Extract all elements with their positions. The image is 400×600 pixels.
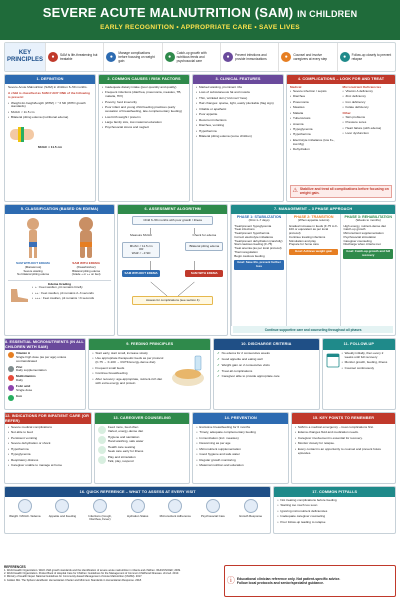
quick-reference-item <box>82 499 118 522</box>
section-prevention <box>192 412 289 484</box>
growth-icon: ● <box>165 52 175 62</box>
check-icon: ✓ <box>217 351 220 355</box>
cause-item: • Poor infant and young child feeding practices (early cessation of breastfeeding, late complementary feeding) <box>102 106 186 114</box>
pitfall-item: • Not treating complications before feeding <box>277 499 392 503</box>
discharge-criterion-text: Caregiver able to provide appropriate care <box>221 374 280 379</box>
phase-item: Caregiver counseling <box>343 238 372 243</box>
section-micronutrients <box>4 338 86 410</box>
counseling-text: Hygiene and sanitation Hand washing, safe water <box>107 435 144 443</box>
phase-item: High energy, nutrient-dense diet <box>343 223 386 228</box>
child-wasted-icon <box>18 216 48 260</box>
clinical-feature-item: • Irritable or apathetic <box>196 108 280 112</box>
micronutrient-desc: Single high dose (as per age) unless contraindicated <box>16 354 67 363</box>
phase-name: PHASE 2: <box>293 215 311 219</box>
micronutrient-item <box>8 366 82 374</box>
micronutrient-item <box>8 375 82 383</box>
section-follow-up <box>322 338 396 410</box>
other-complication-item: • Skin problems <box>343 116 393 120</box>
key-principle-text: Counsel and involve caregivers at every step <box>293 53 328 61</box>
definition-criterion: • Bilateral pitting edema (nutritional edema) <box>8 116 92 120</box>
algo-measure-muac: Measure MUAC <box>130 233 153 237</box>
medical-complication-item: • Hypothermia <box>290 133 340 137</box>
clinical-feature-item: • Loss of subcutaneous fat and muscle <box>196 91 280 95</box>
phase-name: PHASE 1: <box>236 215 254 219</box>
section-title: 11. FOLLOW-UP <box>323 339 395 350</box>
follow-up-item: • Weekly initially, then every 2 weeks until full recovery <box>342 352 392 360</box>
scale-icon <box>18 499 32 513</box>
doctor-icon <box>98 446 106 454</box>
micronutrient-name: Multivitamins <box>16 374 36 379</box>
reference-item: 1. World Health Organization. WHO child growth standards and the identification of severe acute malnutrition in infants and children. WHO/UNICEF; 2009. <box>4 569 181 572</box>
section-assessment-algorithm <box>117 204 228 336</box>
algo-bilateral-edema: Bilateral pitting edema <box>185 242 223 251</box>
section-key-points <box>291 412 396 484</box>
section-common-pitfalls <box>273 486 396 534</box>
clinical-feature-item: • Thin, wrinkled skin ("old man" face) <box>196 97 280 101</box>
hospital-icon: ● <box>106 52 116 62</box>
key-principle-item <box>103 43 161 71</box>
discharge-criterion <box>217 364 316 368</box>
heart-icon <box>206 499 220 513</box>
section-title: 3. CLINICAL FEATURES <box>193 75 283 84</box>
quick-reference-text: Growth Response <box>238 513 263 518</box>
medical-complication-item: • Malaria <box>290 112 340 116</box>
management-phase <box>286 214 341 326</box>
section-title: 2. COMMON CAUSES / RISK FACTORS <box>99 75 189 84</box>
algo-start: Child 6–59 months with poor growth / illness <box>132 216 213 225</box>
medical-complication-item: • Tuberculosis <box>290 117 340 121</box>
other-complication-item: • Liver dysfunction <box>343 132 393 136</box>
phase-when: (When appetite returns) <box>297 218 330 223</box>
edema-grade-item: • + : Feet swollen, pit remains briefly <box>32 286 111 290</box>
section-title: 7. MANAGEMENT – 3 PHASE APPROACH <box>231 205 395 214</box>
phase-item: Treat/prevent hypothermia <box>234 231 270 236</box>
shield-icon: ● <box>223 52 233 62</box>
section-title: 5. CLASSIFICATION (BASED ON EDEMA) <box>5 205 114 214</box>
section-definition <box>4 74 96 202</box>
counseling-text: Feed more, feed often Varied, energy-dense diet <box>107 425 144 433</box>
disclaimer-box <box>224 565 396 597</box>
pill-icon <box>8 366 14 372</box>
muac-label: MUAC < 11.5 cm <box>38 145 62 150</box>
section-title: 1. DEFINITION <box>5 75 95 84</box>
micronutrient-item <box>8 385 82 393</box>
inpatient-indication-item: • Caregiver unable to manage at home <box>8 464 88 468</box>
medical-complication-item: • Electrolyte imbalance (low K+, low Mg) <box>290 139 340 147</box>
phase-sub: TRANSITION <box>311 215 334 219</box>
feeding-principle-item: • Continue breastfeeding <box>92 372 167 376</box>
phase-goal: Goal: Catch-up growth and full recovery <box>343 249 393 259</box>
key-point-item: • Edema changes fluid and medication needs. <box>295 431 392 435</box>
medical-complication-item: • Pneumonia <box>290 101 340 105</box>
section-causes <box>98 74 190 202</box>
quick-reference-item <box>195 499 231 522</box>
counseling-item <box>98 446 187 454</box>
phase-item: Correct electrolyte imbalance <box>234 234 274 239</box>
phase-item: Continue treating infections <box>288 234 326 239</box>
micronutrient-desc: Single dose <box>16 387 33 392</box>
algo-sam-with-edema: SAM WITH EDEMA <box>185 270 223 277</box>
medical-complication-item: • Hypoglycemia <box>290 128 340 132</box>
key-point-item: • Monitor closely for relapse. <box>295 442 392 446</box>
edema-grade-item: • ++ : Feet swollen, pit remains 2–3 seconds <box>32 292 111 296</box>
micronutrient-deficiency-item: • Zinc deficiency <box>343 95 393 99</box>
follow-up-item: • Monitor growth, feeding, illness <box>342 361 392 365</box>
discharge-criterion-text: Good appetite and eating well <box>221 356 263 361</box>
discharge-criterion-text: Weight gain on 2 consecutive visits <box>221 362 270 367</box>
sam-without-edema-sub: (Marasmus) <box>24 264 42 269</box>
micronutrient-name: Folic acid <box>16 384 31 389</box>
algo-criteria: MUAC < 11.5 cm OR WHZ < −3 SD <box>122 242 160 258</box>
cause-item: • Poverty, food insecurity <box>102 101 186 105</box>
inpatient-indication-item: • Severe dehydration or shock <box>8 442 88 446</box>
phase-item: Gradual increase in feeds (F-75 to F-100 or equivalent as per local protocol) <box>288 223 339 236</box>
pill-icon <box>8 352 14 358</box>
check-icon: ✓ <box>217 362 220 367</box>
section-title: 12. INDICATIONS FOR INPATIENT CARE (OR REFER) <box>5 413 89 423</box>
key-principle-text: Catch-up growth with nutritious feeds and psychosocial care <box>176 51 207 63</box>
micronutrient-name: Iron <box>16 393 22 398</box>
pill-icon <box>8 395 14 401</box>
sam-with-edema-title: SAM WITH EDEMA <box>72 260 100 265</box>
sam-without-edema-title: SAM WITHOUT EDEMA <box>15 260 51 265</box>
references-area <box>4 565 396 597</box>
quick-reference-item <box>45 499 81 522</box>
quick-reference-item <box>120 499 156 522</box>
feeding-bowl-icon <box>169 352 207 392</box>
section-title: 17. COMMON PITFALLS <box>274 487 395 497</box>
complications-other-title: Other <box>342 111 351 116</box>
discharge-criterion-text: No edema for 2 consecutive weeks <box>221 351 270 355</box>
micronutrient-desc: Daily <box>16 378 23 383</box>
key-principle-text: SAM is life-threatening but treatable <box>60 53 98 61</box>
quick-reference-text: Weight / MUAC / Edema <box>9 513 41 518</box>
prevention-item: • Regular growth monitoring <box>196 459 285 463</box>
muac-arm-icon <box>8 124 44 146</box>
reference-item: 2. World Health Organization. Pocket Book of Hospital Care for Children: Guidelines for the Management of Common Childhood Illnesses. 2nd ed. 2013. <box>4 572 179 576</box>
bottle-icon <box>98 426 106 434</box>
definition-criterion: • MUAC < 11.5 cm <box>8 111 92 115</box>
complications-micro-title: Micronutrient Deficiencies <box>342 85 382 89</box>
edema-grading-title: Edema Grading <box>48 281 71 286</box>
key-principles-label: KEY PRINCIPLES <box>5 43 45 71</box>
algo-assess-complications: Assess for complications (see section 4) <box>132 296 213 305</box>
feeding-principle-item: • Start early, start small, increase slowly <box>92 352 167 356</box>
drop-icon <box>131 499 145 513</box>
quick-reference-text: Hydration Status <box>127 513 149 518</box>
discharge-criterion <box>217 375 316 379</box>
cause-item: • Inadequate dietary intake (poor quantity and quality) <box>102 86 186 90</box>
key-principle-text: Follow-up closely to prevent relapse <box>351 53 392 61</box>
section-title: 8. ESSENTIAL MICRONUTRIENTS (IN ALL CHILDREN WITH SAM) <box>5 339 84 349</box>
section-title: 14. PREVENTION <box>193 413 288 424</box>
warning-icon: ⚠ <box>292 187 298 194</box>
check-icon: ✓ <box>217 368 220 373</box>
phase-when: (Weeks to months) <box>355 218 381 223</box>
medical-complication-item: • Dehydration <box>290 148 340 152</box>
clinical-feature-item: • Hair changes: sparse, light, easily pluckable (flag sign) <box>196 102 280 106</box>
page-header <box>0 0 400 40</box>
section-title: 9. FEEDING PRINCIPLES <box>89 339 210 350</box>
phase-item: Micronutrient supplementation <box>343 231 384 236</box>
section-complications <box>286 74 396 202</box>
disclaimer-line-2: Follow local protocols and senior/specialist guidance. <box>236 581 324 585</box>
inpatient-indication-item: • Not able to feed <box>8 431 88 435</box>
phase-item: Stimulation and play <box>288 238 316 243</box>
phase-item: Psychosocial stimulation <box>343 234 377 239</box>
virus-icon <box>93 499 107 513</box>
section-management <box>230 204 396 336</box>
edema-grade-item: • +++ : Feet swollen, pit remains >3 seconds <box>32 297 111 301</box>
pill-icon <box>8 375 14 381</box>
quick-reference-text: Infections (Cough, Diarrhea, Fever) <box>88 513 112 522</box>
row-definition-causes-features-complications <box>4 74 396 202</box>
algo-check-edema: Check for edema <box>192 233 217 237</box>
cause-item: • Low birth weight / preterm <box>102 116 186 120</box>
discharge-criterion <box>217 358 316 362</box>
follow-up-item: • Counsel continuously <box>342 367 392 371</box>
key-point-item: • SAM is a medical emergency – treat complications first. <box>295 426 392 430</box>
micronutrient-deficiency-item: • Vitamin A deficiency <box>343 90 393 94</box>
micronutrient-name: Vitamin A <box>16 351 31 355</box>
section-inpatient-indications <box>4 412 92 484</box>
pitfall-item: • Starting too much too soon <box>277 504 392 508</box>
phase-item: Begin cautious feeding <box>234 253 265 258</box>
medical-complication-item: • Anemia <box>290 123 340 127</box>
quick-reference-text: Appetite and Feeding <box>48 513 77 518</box>
play-icon <box>98 456 106 464</box>
foot-icon <box>8 287 30 303</box>
counseling-item <box>98 436 187 444</box>
other-complication-item: • Heart failure (with edema) <box>343 127 393 131</box>
pill-icon <box>8 385 14 391</box>
inpatient-indication-item: • Persistent vomiting <box>8 437 88 441</box>
pitfall-item: • Ignoring micronutrient deficiencies <box>277 510 392 514</box>
phase-sub: STABILIZATION <box>254 215 282 219</box>
prevention-item: • Timely, adequate complementary feeding <box>196 431 285 435</box>
micronutrient-deficiency-item: • Folate deficiency <box>343 106 393 110</box>
phase-item: Catch-up growth <box>343 227 366 232</box>
section-title: 10. DISCHARGE CRITERIA <box>214 339 319 350</box>
inpatient-indication-item: • Hypoglycemia <box>8 453 88 457</box>
phase-item: Treat infections <box>234 227 255 232</box>
medical-complication-item: • Diarrhea <box>290 95 340 99</box>
section-quick-reference <box>4 486 271 534</box>
algo-sam-without-edema: SAM WITHOUT EDEMA <box>122 270 160 277</box>
complications-medical-title: Medical <box>290 85 302 89</box>
micronutrient-desc: Daily supplementation <box>16 368 47 373</box>
stabilize-note-box <box>290 185 392 199</box>
section-title: 4. COMPLICATIONS – LOOK FOR AND TREAT <box>287 75 395 84</box>
key-principle-item <box>45 43 103 71</box>
phase-goal: Goal: Achieve weight gain <box>289 249 339 255</box>
sam-with-edema-sub: (Kwashiorkor) <box>76 264 96 269</box>
calendar-icon <box>326 352 340 368</box>
pitfall-item: • Inadequate caregiver counseling <box>277 515 392 519</box>
discharge-criterion <box>217 370 316 374</box>
medical-complication-item: • Severe infection / sepsis <box>290 90 340 94</box>
other-complication-item: • Pressure sores <box>343 121 393 125</box>
tagline: EARLY RECOGNITION • APPROPRIATE CARE • SAVE LIVES <box>100 24 300 32</box>
section-title: 13. CAREGIVER COUNSELING <box>95 413 190 424</box>
quick-reference-item <box>233 499 269 522</box>
sam-without-edema-desc: Severe wasting No bilateral pitting edema <box>17 268 49 277</box>
micronutrient-item <box>8 395 82 401</box>
definition-criteria-intro: A child is classified as SAM if ANY ONE of the following is present: <box>8 90 90 99</box>
inpatient-indication-item: • Severe medical complications <box>8 426 88 430</box>
key-principle-text: Prevent infections and provide immunizations <box>234 53 267 61</box>
hands-icon <box>98 436 106 444</box>
key-principles-row <box>4 42 396 72</box>
discharge-criterion <box>217 352 316 356</box>
medical-complication-item: • Measles <box>290 106 340 110</box>
phase-goal: Goal: Save life, prevent further loss <box>234 260 284 270</box>
counseling-text: Play and stimulation Talk, play, respond <box>107 455 136 463</box>
calendar-icon: ● <box>340 52 350 62</box>
phase-item: Treat/prevent dehydration (carefully) <box>234 238 283 243</box>
info-icon: ⓘ <box>226 576 235 585</box>
child-edema-icon <box>71 216 101 260</box>
management-phase <box>231 214 286 326</box>
phase-item: Treat/prevent hypoglycemia <box>234 223 272 228</box>
prevention-item: • Deworming as per age <box>196 442 285 446</box>
key-principle-item <box>162 43 220 71</box>
prevention-item: • Maternal nutrition and education <box>196 464 285 468</box>
section-title: 15. KEY POINTS TO REMEMBER <box>292 413 395 424</box>
key-point-item: • Caregiver involvement is essential for recovery. <box>295 437 392 441</box>
feeding-principle-item: • Frequent small feeds <box>92 367 167 371</box>
quick-reference-text: Psychosocial Care <box>200 513 225 518</box>
prevention-item: • Exclusive breastfeeding for 6 months <box>196 426 285 430</box>
micronutrient-item <box>8 352 82 364</box>
section-discharge-criteria <box>213 338 320 410</box>
reference-item: 3. Ministry of Health Nepal. National Guidelines for Community-based Management of Acute Malnutrition (CMAM). 2017. <box>4 575 143 579</box>
section-caregiver-counseling <box>94 412 191 484</box>
section-title: 6. ASSESSMENT ALGORITHM <box>118 205 227 214</box>
clinical-feature-item: • Diarrhea, vomiting <box>196 124 280 128</box>
cause-item: • Large family size, low maternal education <box>102 121 186 125</box>
clinical-feature-item: • Recurrent infections <box>196 119 280 123</box>
check-icon: ✓ <box>217 356 220 361</box>
check-icon: ✓ <box>217 374 220 379</box>
stabilize-note: Stabilize and treat all complications before focusing on weight gain. <box>299 187 389 196</box>
inpatient-indication-item: • Respiratory distress <box>8 459 88 463</box>
counseling-item <box>98 426 187 434</box>
phase-name: PHASE 3: <box>344 215 362 219</box>
prevention-item: • Good hygiene and safe water <box>196 453 285 457</box>
reference-item: 4. Golden MH. The Sphere Handbook: Humanitarian Charter and Minimum Standards in Humanitarian Response. 2018. <box>4 578 142 582</box>
alert-icon: ● <box>48 52 58 62</box>
pitfall-item: • Poor follow-up leading to relapse <box>277 521 392 525</box>
feeding-principle-item: • After recovery: age-appropriate, nutrient-rich diet with extra energy and protein <box>92 378 167 386</box>
counseling-text: Health care seeking Seek care early for illness <box>107 445 144 453</box>
row-classification-algorithm-management <box>4 204 396 336</box>
row-quick-reference-pitfalls <box>4 486 396 534</box>
key-principle-item <box>337 43 395 71</box>
row-micronutrients-feeding-discharge-followup <box>4 338 396 410</box>
key-point-item: • Every contact is an opportunity to counsel and prevent future episodes. <box>295 448 392 456</box>
algo-arrows <box>118 214 227 324</box>
cause-item: • Frequent infections (diarrhea, pneumonia, measles, TB, malaria, HIV) <box>102 91 186 99</box>
cause-item: • Psychosocial stress and neglect <box>102 126 186 130</box>
management-phase <box>340 214 395 326</box>
clinical-feature-item: • Marked wasting, prominent ribs <box>196 86 280 90</box>
disclaimer-line-1: Educational clinician reference only. Not patient-specific advice. <box>236 576 341 581</box>
phase-item: Prepare for home care <box>288 242 319 247</box>
chart-icon <box>244 499 258 513</box>
quick-reference-item <box>158 499 194 522</box>
phase-item: Start cautious feeding (F-75) <box>234 242 273 247</box>
phase-item: Thermoregulation <box>234 249 258 254</box>
clinical-feature-item: • Bilateral pitting edema (some children) <box>196 135 280 139</box>
micronutrient-name: Zinc <box>16 364 23 369</box>
definition-intro: Severe Acute Malnutrition (SAM) in children 6–59 months. <box>8 85 88 89</box>
quick-reference-text: Micronutrient Adherence <box>159 513 191 518</box>
phase-item: Treat anemia (as per local protocol) <box>234 246 282 251</box>
section-feeding-principles <box>88 338 211 410</box>
key-principle-text: Manage complications before focusing on weight gain <box>118 51 155 63</box>
counseling-item <box>98 456 187 464</box>
family-icon: ● <box>281 52 291 62</box>
feeding-principle-item: • Use appropriate therapeutic feeds as per protocol (F-75 → F-100 → RUTF/energy-dense diet) <box>92 357 167 365</box>
key-principle-item <box>220 43 278 71</box>
inpatient-indication-item: • Hypothermia <box>8 448 88 452</box>
plate-icon <box>55 499 69 513</box>
prevention-item: • Micronutrient supplementation <box>196 448 285 452</box>
phase-sub: REHABILITATION <box>362 215 392 219</box>
references <box>4 565 220 597</box>
section-clinical-features <box>192 74 284 202</box>
pill-icon <box>168 499 182 513</box>
quick-reference-item <box>7 499 43 522</box>
references-title: REFERENCES <box>4 565 26 569</box>
definition-criterion: • Weight-for-height/length (WHZ) < −3 SD (WHO growth standards) <box>8 102 92 110</box>
sam-with-edema-desc: Bilateral pitting edema (Grade + or ++ on feet) <box>71 268 101 277</box>
clinical-feature-item: • Poor appetite <box>196 113 280 117</box>
section-classification <box>4 204 115 336</box>
section-title: 16. QUICK REFERENCE – WHAT TO ASSESS AT EVERY VISIT <box>5 487 270 497</box>
phase-when: (First 1–7 days) <box>248 218 270 223</box>
phase-item: Discharge when criteria met <box>343 242 381 247</box>
key-principle-item <box>278 43 336 71</box>
row-inpatient-counseling-prevention-keypoints <box>4 412 396 484</box>
clinical-feature-item: • Hypothermia <box>196 130 280 134</box>
micronutrient-deficiency-item: • Iron deficiency <box>343 101 393 105</box>
discharge-criterion-text: Treat all complications <box>221 368 253 373</box>
page-title: SEVERE ACUTE MALNUTRITION (SAM) IN CHILDREN <box>42 5 358 20</box>
prevention-item: • Immunization (incl. measles) <box>196 437 285 441</box>
management-footer: Continue supportive care and counseling throughout all phases <box>233 326 393 333</box>
